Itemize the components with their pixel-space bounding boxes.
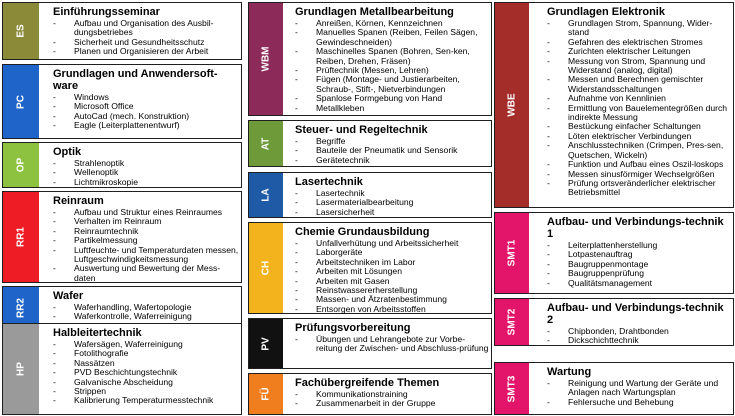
module-title: Aufbau- und Verbindungs-technik 1	[547, 216, 724, 240]
topic-item: - Dickschichttechnik	[547, 336, 731, 345]
topic-item: - Spanlose Formgebung von Hand	[295, 94, 489, 103]
topic-item: - AutoCad (mech. Konstruktion)	[53, 112, 239, 121]
topic-item: - Funktion und Aufbau eines Oszil-loskops	[547, 160, 731, 169]
module-code: WBE	[506, 93, 518, 117]
module-content	[295, 319, 489, 368]
module-card-ch	[248, 222, 492, 314]
module-card-pv	[248, 318, 492, 369]
topic-item: - Qualitätsmanagement	[547, 279, 731, 288]
module-topic-list	[295, 335, 489, 354]
topic-item: - Bauteile der Pneumatik und Sensorik	[295, 146, 489, 155]
module-code-tab	[3, 65, 39, 138]
module-content	[53, 143, 239, 187]
module-content	[547, 299, 731, 345]
topic-item: - Strahlenoptik	[53, 159, 239, 168]
topic-item: - Wafersägen, Waferreinigung	[53, 340, 239, 349]
topic-item: - Laborgeräte	[295, 248, 489, 257]
topic-item: - Verhalten im Reinraum	[53, 217, 239, 226]
topic-item: - Arbeiten mit Gasen	[295, 277, 489, 286]
module-code: PV	[260, 336, 272, 351]
topic-item: - Zurichten elektrischer Leitungen	[547, 47, 731, 56]
module-title: Grundlagen und Anwendersoft-ware	[53, 68, 218, 92]
topic-item: - Arbeitstechniken im Labor	[295, 258, 489, 267]
topic-item: - Waferkontrolle, Waferreinigung	[53, 312, 239, 321]
module-title: Lasertechnik	[295, 176, 363, 188]
topic-item: - Aufbau und Organisation des Ausbil-dungsbetriebes	[53, 19, 239, 38]
topic-item: - Leiterplattenherstellung	[547, 241, 731, 250]
module-content	[295, 374, 489, 414]
topic-item: - Baugruppenmontage	[547, 260, 731, 269]
module-code: AT	[260, 137, 272, 150]
module-card-fu	[248, 373, 492, 415]
module-code-tab	[495, 213, 529, 293]
topic-item: - PVD Beschichtungstechnik	[53, 368, 239, 377]
topic-item: - Sicherheit und Gesundheitsschutz	[53, 38, 239, 47]
topic-item: - Entsorgen von Arbeitsstoffen	[295, 305, 489, 314]
module-title: Optik	[53, 146, 82, 158]
module-title: Wartung	[547, 366, 592, 378]
module-topic-list	[295, 189, 489, 217]
module-code-tab	[249, 121, 283, 166]
module-card-wbm	[248, 2, 492, 116]
module-code-tab	[495, 3, 529, 207]
module-title: Fachübergreifende Themen	[295, 377, 440, 389]
module-code-tab	[249, 3, 283, 115]
topic-item: - Waferhandling, Wafertopologie	[53, 303, 239, 312]
module-topic-list	[53, 208, 239, 283]
module-title: Steuer- und Regeltechnik	[295, 124, 428, 136]
topic-item: - Manuelles Spanen (Reiben, Feilen Sägen, Gewindeschneiden)	[295, 28, 489, 47]
module-card-hp	[2, 323, 242, 415]
topic-item: - Fügen (Montage- und Justierarbeiten, Schraub-, Stift-, Nietverbindungen	[295, 75, 489, 94]
module-code: CH	[260, 260, 272, 276]
topic-item: - Löten elektrischer Verbindungen	[547, 132, 731, 141]
topic-item: - Messung von Strom, Spannung und Widerstand (analog, digital)	[547, 57, 731, 76]
topic-item: - Gerätetechnik	[295, 156, 489, 165]
module-topic-list	[53, 303, 239, 322]
topic-item: - Anschlusstechniken (Crimpen, Pres-sen, Quetschen, Wickeln)	[547, 141, 731, 160]
topic-item: - Partikelmessung	[53, 236, 239, 245]
topic-item: - Reinstwassererherstellung	[295, 286, 489, 295]
topic-item: - Prüftechnik (Messen, Lehren)	[295, 66, 489, 75]
module-topic-list	[547, 379, 731, 407]
topic-item: - Ermittlung von Bauelementegrößen durch indirekte Messung	[547, 104, 731, 123]
module-content	[295, 173, 489, 217]
topic-item: - Unfallverhütung und Arbeitssicherheit	[295, 239, 489, 248]
module-code: SMT1	[506, 239, 518, 267]
module-card-at	[248, 120, 492, 167]
topic-item: - Maschinelles Spanen (Bohren, Sen-ken, Reiben, Drehen, Fräsen)	[295, 47, 489, 66]
module-code-tab	[249, 319, 283, 368]
module-content	[295, 3, 489, 115]
module-title: Wafer	[53, 290, 84, 302]
module-card-rr1	[2, 191, 242, 283]
module-code: SMT3	[506, 375, 518, 402]
module-card-smt3	[494, 362, 734, 415]
topic-item: - Chipbonden, Drahtbonden	[547, 327, 731, 336]
module-content	[547, 363, 731, 414]
module-code: OP	[15, 157, 27, 173]
topic-item: - Arbeiten mit Lösungen	[295, 267, 489, 276]
module-topic-list	[547, 19, 731, 198]
module-code: WBM	[260, 46, 272, 72]
module-card-pc	[2, 64, 242, 139]
topic-item: - Messen sinusförmiger Wechselgrößen	[547, 170, 731, 179]
module-code: FÜ	[260, 387, 272, 401]
module-content	[53, 324, 239, 414]
topic-item: - Strippen	[53, 387, 239, 396]
topic-item: - Lasertechnik	[295, 189, 489, 198]
module-title: Aufbau- und Verbindungs-technik 2	[547, 302, 724, 326]
topic-item: - Fotolithografie	[53, 349, 239, 358]
module-topic-list	[295, 390, 489, 409]
topic-item: - Begriffe	[295, 137, 489, 146]
topic-item: - Lichtmikroskopie	[53, 178, 239, 187]
module-code-tab	[249, 223, 283, 313]
topic-item: - Lotpastenauftrag	[547, 250, 731, 259]
module-code: ES	[15, 24, 27, 38]
topic-item: - Gefahren des elektrischen Stromes	[547, 38, 731, 47]
module-code: PC	[15, 94, 27, 109]
topic-item: - Wellenoptik	[53, 168, 239, 177]
module-code-tab	[495, 299, 529, 345]
module-content	[547, 213, 731, 293]
module-code-tab	[249, 173, 283, 217]
module-title: Prüfungsvorbereitung	[295, 322, 411, 334]
topic-item: - Prüfung ortsveränderlicher elektrischer Betriebsmittel	[547, 179, 731, 198]
module-card-smt1	[494, 212, 734, 294]
module-topic-list	[547, 241, 731, 288]
topic-item: - Fehlersuche und Behebung	[547, 398, 731, 407]
module-code-tab	[495, 363, 529, 414]
topic-item: - Anreißen, Körnen, Kennzeichnen	[295, 19, 489, 28]
module-code: HP	[15, 362, 27, 376]
module-code-tab	[3, 287, 39, 328]
topic-item: - Lasersicherheit	[295, 208, 489, 217]
module-code: RR2	[15, 297, 27, 318]
module-card-la	[248, 172, 492, 218]
topic-item: - Metallkleben	[295, 104, 489, 113]
module-content	[53, 192, 239, 282]
topic-item: - Galvanische Abscheidung	[53, 378, 239, 387]
module-topic-list	[53, 93, 239, 131]
topic-item: - Aufnahme von Kennlinien	[547, 94, 731, 103]
module-content	[53, 287, 239, 328]
module-card-es	[2, 2, 242, 60]
module-code-tab	[3, 324, 39, 414]
topic-item: - Übungen und Lehrangebote zur Vorbe-reitung der Zwischen- und Abschluss-prüfung	[295, 335, 489, 354]
module-content	[547, 3, 731, 207]
module-title: Grundlagen Elektronik	[547, 6, 665, 18]
topic-item: - Lasermaterialbearbeitung	[295, 198, 489, 207]
module-topic-list	[53, 19, 239, 57]
topic-item: - Baugruppenprüfung	[547, 269, 731, 278]
module-content	[295, 121, 489, 166]
topic-item: - Eagle (Leiterplattenentwurf)	[53, 121, 239, 130]
module-topic-list	[53, 340, 239, 406]
module-title: Einführungsseminar	[53, 6, 160, 18]
topic-item: - Kalibrierung Temperaturmesstechnik	[53, 396, 239, 405]
module-code-tab	[3, 143, 39, 187]
module-card-wbe	[494, 2, 734, 208]
module-code-tab	[3, 192, 39, 282]
module-code-tab	[3, 3, 39, 59]
module-title: Reinraum	[53, 195, 104, 207]
module-code: LA	[260, 188, 272, 202]
topic-item: - Luftfeuchte- und Temperaturdaten messen, Luftgeschwindigkeitsmessung	[53, 246, 239, 265]
module-card-op	[2, 142, 242, 188]
topic-item: - Aufbau und Struktur eines Reinraumes	[53, 208, 239, 217]
topic-item: - Reinraumtechnik	[53, 227, 239, 236]
topic-item: - Nassätzen	[53, 359, 239, 368]
module-code: RR1	[15, 226, 27, 248]
module-content	[53, 3, 239, 59]
module-title: Halbleitertechnik	[53, 327, 142, 339]
topic-item: - Windows	[53, 93, 239, 102]
module-title: Chemie Grundausbildung	[295, 226, 430, 238]
module-code-tab	[249, 374, 283, 414]
topic-item: - Messen und Berechnen gemischter Widerstandsschaltungen	[547, 75, 731, 94]
topic-item: - Zusammenarbeit in der Gruppe	[295, 399, 489, 408]
topic-item: - Reinigung und Wartung der Geräte und Anlagen nach Wartungsplan	[547, 379, 731, 398]
topic-item: - Auswertung und Bewertung der Mess-daten	[53, 264, 239, 283]
topic-item: - Grundlagen Strom, Spannung, Wider-stand	[547, 19, 731, 38]
topic-item: - Massen- und Ätzratenbestimmung	[295, 295, 489, 304]
module-code: SMT2	[506, 308, 518, 336]
module-card-smt2	[494, 298, 734, 346]
module-content	[295, 223, 489, 313]
module-topic-list	[295, 19, 489, 113]
module-topic-list	[295, 137, 489, 165]
topic-item: - Planen und Organisieren der Arbeit	[53, 47, 239, 56]
module-topic-list	[53, 159, 239, 187]
module-topic-list	[547, 327, 731, 346]
topic-item: - Kommunikationstraining	[295, 390, 489, 399]
topic-item: - Microsoft Office	[53, 102, 239, 111]
topic-item: - Bestückung einfacher Schaltungen	[547, 122, 731, 131]
module-title: Grundlagen Metallbearbeitung	[295, 6, 454, 18]
module-topic-list	[295, 239, 489, 314]
module-content	[53, 65, 239, 138]
